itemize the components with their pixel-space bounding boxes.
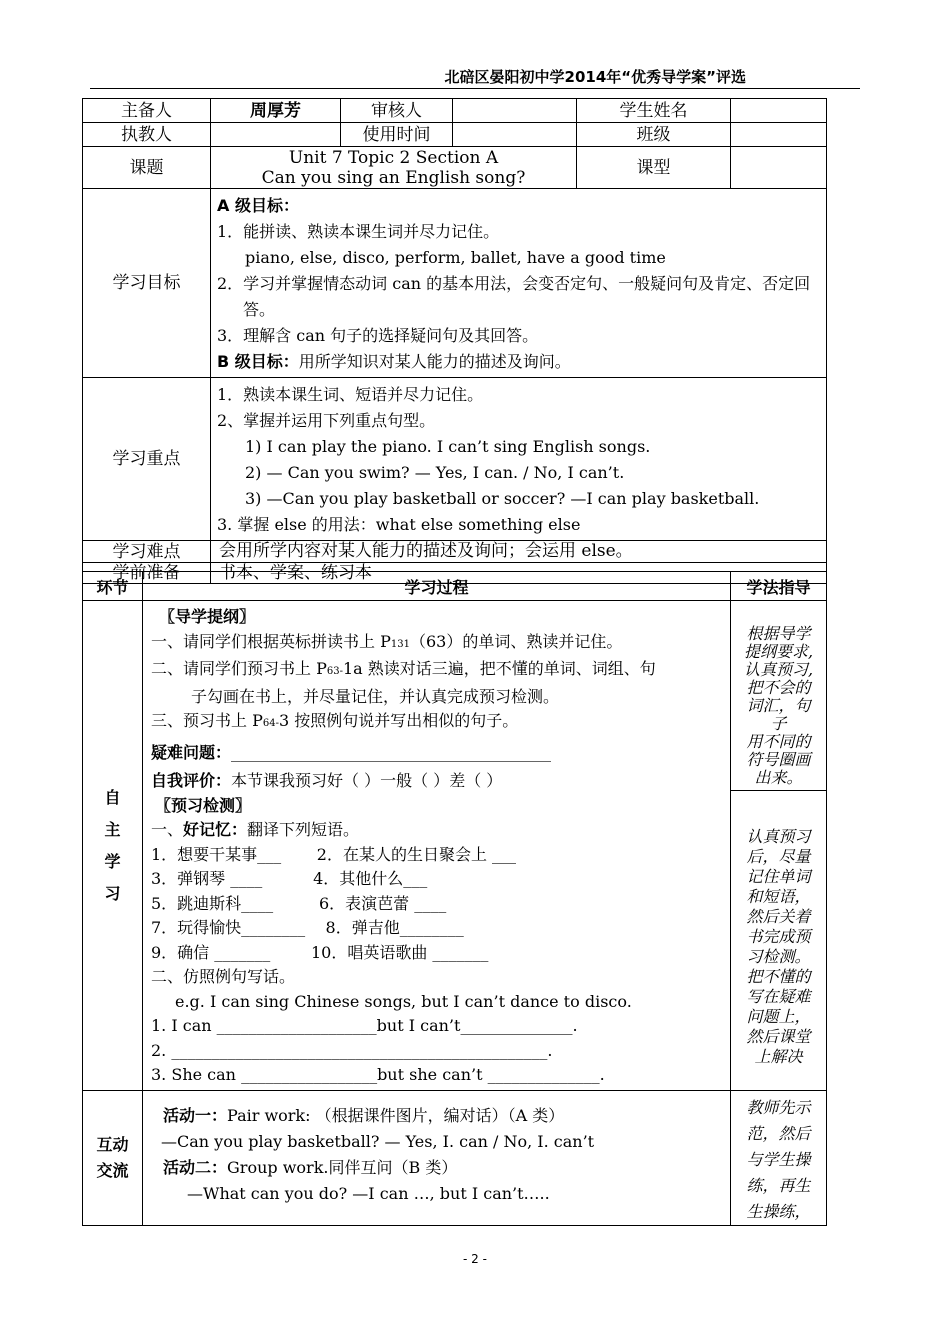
interaction-content [143, 1091, 731, 1226]
keypoints-sentence-3: 3) —Can you play basketball or soccer? —I can play basketball. [245, 489, 760, 508]
write-line-3: 3. She can _________________but she can’t ______________. [151, 1065, 605, 1084]
label-zhubei: 主备人 [83, 99, 211, 123]
tip2-line: 认真预习 [746, 827, 811, 846]
label-prep: 学前准备 [83, 563, 211, 584]
method-tip-2 [731, 791, 827, 1091]
prep-text: 书本、学案、练习本 [211, 563, 827, 584]
guide-1-sub: 131 [390, 638, 410, 650]
example-sentence: e.g. I can sing Chinese songs, but I can’t dance to disco. [175, 991, 632, 1011]
tip3-line: 与学生操 [746, 1150, 811, 1169]
self-study-content [143, 601, 731, 1091]
self-eval-label: 自我评价： [151, 771, 232, 790]
question-line[interactable]: ________________________________________ [231, 742, 552, 762]
tip2-line: 习检测。 [746, 947, 811, 966]
value-lesson-type[interactable] [731, 147, 827, 189]
label-lesson-type: 课型 [577, 147, 731, 189]
check-2-title: 二、仿照例句写话。 [151, 967, 296, 986]
tip3-line: 教师先示 [746, 1098, 811, 1117]
question-row [151, 741, 724, 766]
tip2-line: 然后关着 [746, 907, 811, 926]
activity-1-dialog: —Can you play basketball? — Yes, I. can / No, I. can’t [161, 1132, 595, 1151]
label-keypoints: 学习重点 [83, 378, 211, 541]
label-shenhe: 审核人 [341, 99, 453, 123]
guide-line-2 [151, 657, 724, 685]
tip1-line: 符号圈画 [746, 750, 811, 769]
self-eval-text: 本节课我预习好（ ）一般（ ）差（ ） [231, 771, 503, 790]
label-use-time: 使用时间 [341, 123, 453, 147]
tip2-line: 和短语， [746, 887, 811, 906]
goals-b-title: B 级目标： [217, 352, 299, 371]
topic-line-2: Can you sing an English song? [261, 167, 526, 188]
tip1-line: 词汇，句子 [746, 696, 811, 733]
activity-1 [151, 1103, 724, 1129]
guide-line-3 [151, 709, 724, 737]
activity-2-dialog: —What can you do? —I can …, but I can’t….. [187, 1184, 550, 1203]
header-process: 学习过程 [143, 572, 731, 601]
method-tip-1 [731, 601, 827, 791]
keypoints-content [211, 378, 827, 541]
goals-content [211, 189, 827, 378]
goals-b [217, 349, 820, 375]
tip1-line: 认真预习, [743, 660, 814, 679]
guide-line-2-cont: 子勾画在书上，并尽量记住，并认真完成预习检测。 [191, 686, 560, 706]
header-title: 北碚区晏阳初中学2014年“优秀导学案”评选 [444, 68, 746, 86]
self-label-char-3: 学 [104, 851, 121, 871]
goals-a-title: A 级目标： [217, 196, 299, 215]
self-study-label [83, 601, 143, 1091]
tip2-line: 问题上， [746, 1007, 811, 1026]
inter-label-line-2: 交流 [96, 1161, 129, 1180]
value-class[interactable] [731, 123, 827, 147]
tip1-line: 根据导学 [746, 624, 811, 643]
tip2-line: 书完成预 [746, 927, 811, 946]
value-zhubei: 周厚芳 [211, 99, 341, 123]
process-table [82, 571, 827, 1226]
self-label-char-4: 习 [104, 883, 121, 903]
info-table [82, 98, 827, 584]
guide-3-a: 三、预习书上 P [151, 711, 263, 730]
keypoints-line-1: 1．熟读本课生词、短语并尽力记住。 [217, 385, 484, 404]
phrase-row-2: 3．弹钢琴 ____ 4．其他什么___ [151, 869, 428, 888]
question-label: 疑难问题： [151, 742, 232, 762]
value-student-name[interactable] [731, 99, 827, 123]
activity-1-text: Pair work: （根据课件图片，编对话）（A 类） [227, 1106, 565, 1125]
self-label-char-1: 自 [104, 787, 121, 807]
tip3-line: 范，然后 [746, 1124, 811, 1143]
check-title: 〖预习检测〗 [155, 795, 252, 815]
goals-line-2: 2．学习并掌握情态动词 can 的基本用法，会变否定句、一般疑问句及肯定、否定回答。 [217, 274, 811, 319]
goals-words: piano, else, disco, perform, ballet, have a good time [245, 248, 666, 267]
tip1-line: 提纲要求, [743, 642, 814, 661]
keypoints-sentence-2: 2) — Can you swim? — Yes, I can. / No, I can’t. [245, 463, 625, 482]
value-zhijiao[interactable] [211, 123, 341, 147]
phrase-row-3: 5．跳迪斯科____ 6．表演芭蕾 ____ [151, 893, 447, 913]
phrase-row-5: 9．确信 _______ 10．唱英语歌曲 _______ [151, 942, 489, 962]
inter-label-line-1: 互动 [96, 1135, 129, 1154]
label-class: 班级 [577, 123, 731, 147]
header-method: 学法指导 [731, 572, 827, 601]
guide-line-1 [151, 630, 724, 658]
tip2-line: 写在疑难 [746, 987, 811, 1006]
check-1-title [151, 818, 724, 843]
tip3-line: 生操练， [746, 1202, 811, 1221]
write-line-1: 1. I can ____________________but I can’t______________. [151, 1016, 578, 1035]
guide-3-sub: 64- [262, 718, 279, 729]
tip1-line: 用不同的 [746, 732, 811, 751]
keypoints-line-3: 3. 掌握 else 的用法：what else something else [217, 515, 581, 534]
tip2-line: 把不懂的 [746, 967, 811, 986]
label-zhijiao: 执教人 [83, 123, 211, 147]
method-tip-3 [731, 1091, 827, 1226]
value-shenhe[interactable] [453, 99, 577, 123]
activity-2 [151, 1155, 724, 1181]
activity-2-text: Group work.同伴互问（B 类） [227, 1158, 458, 1177]
goals-line-1: 1．能拼读、熟读本课生词并尽力记住。 [217, 222, 500, 241]
guide-1-b: （63）的单词、熟读并记住。 [409, 631, 623, 651]
tip1-line: 把不会的 [746, 678, 811, 697]
phrase-row-1: 1．想要干某事___ 2．在某人的生日聚会上 ___ [151, 844, 517, 864]
activity-2-label: 活动二： [163, 1158, 228, 1177]
goals-b-text: 用所学知识对某人能力的描述及询问。 [298, 352, 571, 371]
label-difficulty: 学习难点 [83, 541, 211, 563]
tip2-line: 记住单词 [746, 867, 811, 886]
page-number: - 2 - [463, 1252, 487, 1266]
self-label-char-2: 主 [104, 819, 121, 839]
value-use-time[interactable] [453, 123, 577, 147]
guide-2-b: 1a 熟读对话三遍，把不懂的单词、词组、句 [342, 659, 656, 678]
check-1-bold: 好记忆： [183, 820, 248, 839]
header-section: 环节 [83, 572, 143, 601]
label-goals: 学习目标 [83, 189, 211, 378]
phrase-row-4: 7．玩得愉快________ 8．弹吉他________ [151, 918, 464, 937]
guide-2-sub: 63- [326, 666, 343, 677]
check-1-rest: 翻译下列短语。 [247, 820, 360, 839]
page-header [90, 62, 860, 89]
topic-line-1: Unit 7 Topic 2 Section A [288, 147, 499, 168]
label-topic: 课题 [83, 147, 211, 189]
keypoints-line-2: 2、掌握并运用下列重点句型。 [217, 411, 436, 430]
difficulty-text: 会用所学内容对某人能力的描述及询问；会运用 else。 [211, 541, 827, 563]
activity-1-label: 活动一： [163, 1106, 228, 1125]
value-topic [211, 147, 577, 189]
check-1-prefix: 一、 [151, 820, 184, 839]
keypoints-sentence-1: 1) I can play the piano. I can’t sing English songs. [245, 437, 651, 456]
write-line-2: 2. _______________________________________________. [151, 1040, 553, 1060]
interaction-label [83, 1091, 143, 1226]
label-student-name: 学生姓名 [577, 99, 731, 123]
guide-2-a: 二、请同学们预习书上 P [151, 659, 327, 678]
tip3-line: 练，再生 [746, 1176, 811, 1195]
guide-1-a: 一、请同学们根据英标拼读书上 P [151, 631, 391, 651]
guide-title: 〖导学提纲〗 [159, 607, 256, 626]
goals-line-3: 3．理解含 can 句子的选择疑问句及其回答。 [217, 326, 539, 345]
tip1-line: 出来。 [754, 768, 803, 787]
self-eval-row [151, 769, 724, 794]
tip2-line: 后，尽量 [746, 847, 811, 866]
tip2-line: 上解决 [754, 1047, 803, 1066]
guide-3-b: 3 按照例句说并写出相似的句子。 [278, 711, 519, 730]
tip2-line: 然后课堂 [746, 1027, 811, 1046]
